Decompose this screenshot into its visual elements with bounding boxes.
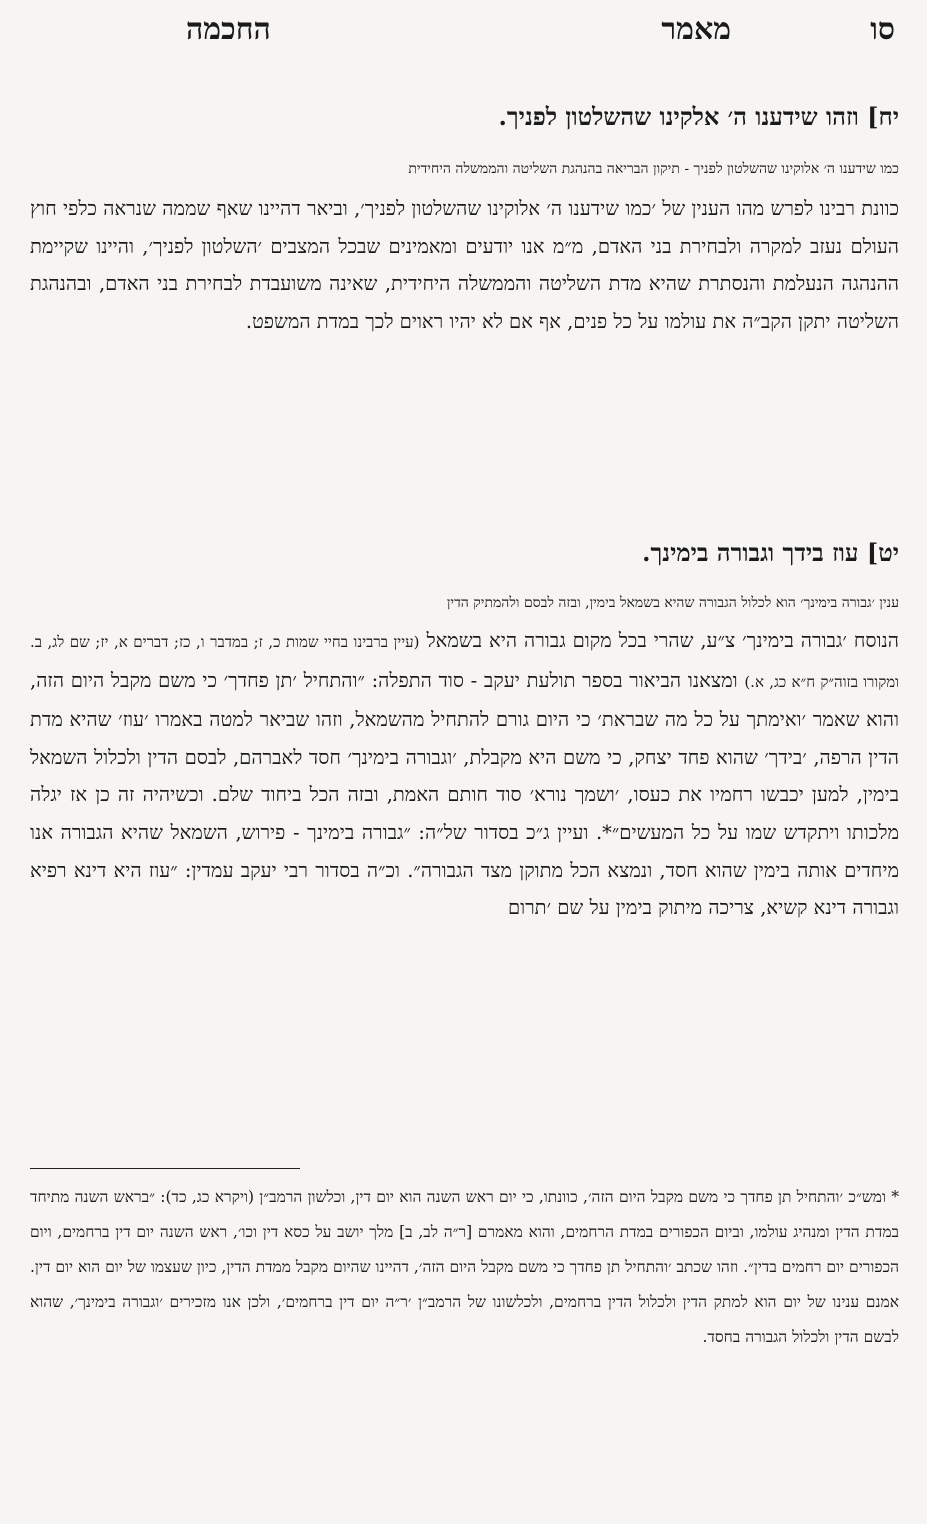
running-head <box>0 12 927 58</box>
section-heading: יט] עוז בידך וגבורה בימינך. <box>642 538 899 567</box>
paragraph-start: הנוסח ׳גבורה בימינך׳ צ״ע, שהרי בכל מקום גבורה היא בשמאל <box>426 629 899 652</box>
footnote-divider <box>30 1168 300 1169</box>
footnote: * ומש״כ ׳והתחיל תן פחדך כי משם מקבל היום הזה׳, כוונתו, כי יום ראש השנה הוא יום דין, וכלשון הרמב״ן (ויקרא כג, כד): ״בראש השנה מתיחד במדת הדין ומנהיג עולמו, וביום הכפורים במדת הרחמים, והוא מאמרם [ר״ה לב, ב] מלך יושב על כסא דין וכו׳, ראש השנה יום דין ברחמים, ויום הכפורים יום רחמים בדין״. וזהו שכתב ׳והתחיל תן פחדך כי משם מקבל היום הזה׳, דהיינו שהיום מקבל ממדת הדין, כיון שעצמו של יום הוא יום דין. אמנם ענינו של יום הוא למתק הדין ולכלול הדין ברחמים, ולכלשונו של הרמב״ן ׳ר״ה יום דין ברחמים׳, ולכן אנו מזכירים ׳וגבורה בימינך׳, שהוא לבשם הדין ולכלול הגבורה בחסד. <box>30 1188 899 1346</box>
section-heading: יח] וזהו שידענו ה׳ אלקינו שהשלטון לפניך. <box>498 102 899 131</box>
source-reference: (עיין ברבינו בחיי שמות כ, ז; במדבר ו, כז; דברים א, יז; שם לג, ב. ומקורו בזוה״ק ח״א כג, א.) <box>30 633 899 691</box>
page-number: סו <box>870 12 895 47</box>
paragraph-rest: ומצאנו הביאור בספר תולעת יעקב - סוד התפלה: ״והתחיל ׳תן פחדך׳ כי משם מקבל היום הזה, והוא שאמר ׳ואימתך על כל מה שבראת׳ כי היום גורם להתחיל מהשמאל, וזהו שביאר למטה באמרו ׳עוז׳ שהיא מדת הדין הרפה, ׳בידך׳ שהוא פחד יצחק, כי משם היא מקבלת, ׳וגבורה בימינך׳ חסד לאברהם, לבסם הדין ולכלול השמאל בימין, למען יכבשו רחמיו את כעסו, ׳ושמך נורא׳ סוד חותם האמת, ובזה הכל ביחוד שלם. וכשיהיה זה כן אז יגלה מלכותו ויתקדש שמו על כל המעשים״*. ועיין ג״כ בסדור של״ה: ״גבורה בימינך - פירוש, השמאל שהיא הגבורה אנו מיחדים אותה בימין שהוא חסד, ונמצא הכל מתוקן מצד הגבורה״. וכ״ה בסדור רבי יעקב עמדין: ״עוז היא דינא רפיא וגבורה דינא קשיא, צריכה מיתוק בימין על שם ׳תרום <box>30 668 899 920</box>
section-paragraph: כוונת רבינו לפרש מהו הענין של ׳כמו שידענו ה׳ אלוקינו שהשלטון לפניך׳, וביאר דהיינו שאף שממה שנראה כלפי חוץ העולם נעזב למקרה ולבחירת בני האדם, מ״מ אנו יודעים ומאמינים שבכל המצבים ׳השלטון לפניך׳, והיינו שקיימת ההנהגה הנעלמת והנסתרת שהיא מדת השליטה והממשלה היחידית, שאינה משועבדת לבחירת בני האדם, ובהנהגת השליטה יתקן הקב״ה את עולמו על כל פנים, אף אם לא יהיו ראוים לכך במדת המשפט. <box>30 197 899 333</box>
section-subtitle: כמו שידענו ה׳ אלוקינו שהשלטון לפניך - תיקון הבריאה בהנהגת השליטה והממשלה היחידית <box>408 161 899 177</box>
running-head-book: החכמה <box>186 12 271 47</box>
section-subtitle: ענין ׳גבורה בימינך׳ הוא לכלול הגבורה שהיא בשמאל בימין, ובזה לבסם ולהמתיק הדין <box>446 595 899 611</box>
section-paragraph <box>30 622 899 927</box>
section-18 <box>30 100 899 340</box>
running-head-title: מאמר <box>661 12 731 47</box>
section-19 <box>30 536 899 927</box>
